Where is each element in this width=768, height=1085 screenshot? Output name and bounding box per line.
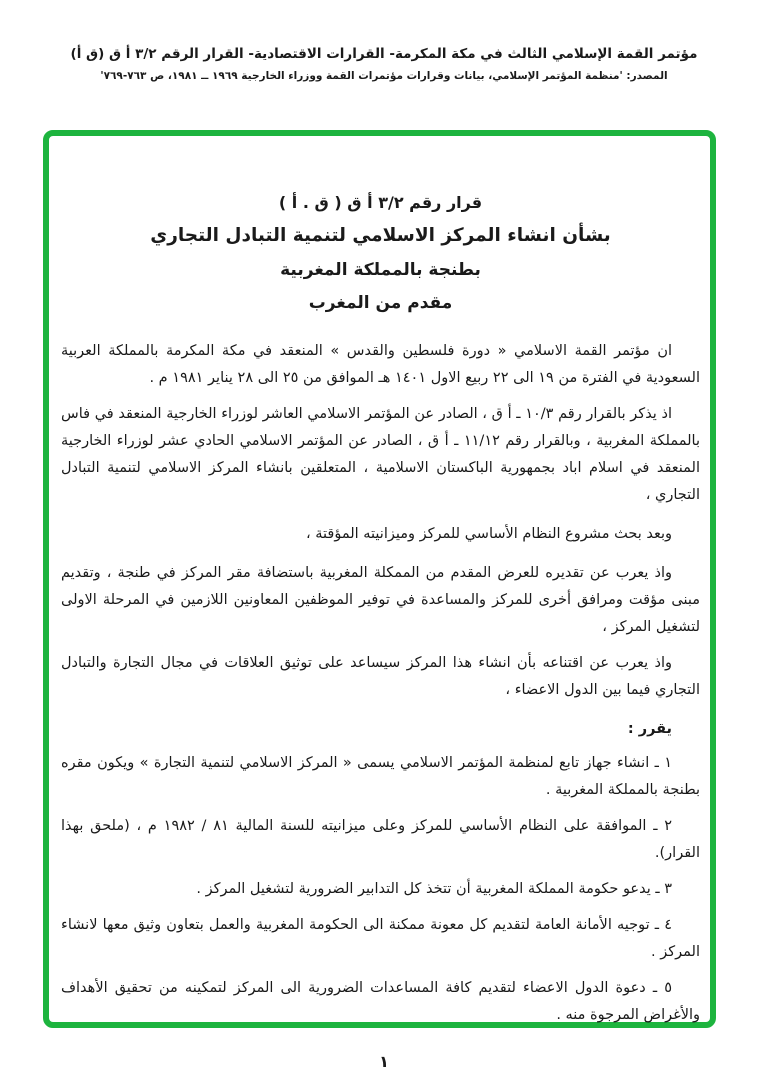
resolution-location-line: بطنجة بالمملكة المغربية	[280, 260, 481, 280]
document-body	[61, 136, 700, 1038]
decree-item-1: ١ ـ انشاء جهاز تابع لمنظمة المؤتمر الاسلامي يسمى « المركز الاسلامي لتنمية التجارة » ويكون مقره بطنجة بالمملكة المغربية .	[61, 755, 700, 798]
decree-item-2: ٢ ـ الموافقة على النظام الأساسي للمركز وعلى ميزانيته للسنة المالية ٨١ / ١٩٨٢ م ، (ملحق بهذا القرار).	[61, 818, 700, 861]
appreciation-paragraph: واذ يعرب عن تقديره للعرض المقدم من الممكلة المغربية باستضافة مقر المركز في طنجة ، وتقديم مبنى مؤقت ومرافق أخرى للمركز والمساعدة في توفير الموظفين المعاونين اللازمين في المرحلة الاولى لتشغيل المركز ،	[61, 565, 700, 635]
header-title: مؤتمر القمة الإسلامي الثالث في مكة المكرمة- القرارات الاقتصادية- القرار الرقم ٣/٢ أ ق (ق أ)	[70, 46, 698, 62]
conviction-paragraph: واذ يعرب عن اقتناعه بأن انشاء هذا المركز سيساعد على توثيق العلاقات في مجال التجارة والتبادل التجاري فيما بين الدول الاعضاء ،	[61, 655, 700, 698]
decree-item-3: ٣ ـ يدعو حكومة المملكة المغربية أن تتخذ كل التدابير الضرورية لتشغيل المركز .	[196, 881, 672, 897]
page-number: ١	[379, 1052, 389, 1071]
decree-item-5: ٥ ـ دعوة الدول الاعضاء لتقديم كافة المساعدات الضرورية الى المركز لتمكينه من تحقيق الأهداف والأغراض المرجوة منه .	[61, 980, 700, 1023]
resolution-title-block	[61, 188, 700, 320]
decree-item-4: ٤ ـ توجيه الأمانة العامة لتقديم كل معونة ممكنة الى الحكومة المغربية والعمل بتعاون وثيق معها لانشاء المركز .	[61, 917, 700, 960]
decree-label: يقرر :	[627, 721, 672, 737]
green-border-frame	[43, 130, 716, 1028]
recalling-paragraph: اذ يذكر بالقرار رقم ١٠/٣ ـ أ ق ، الصادر عن المؤتمر الاسلامي العاشر لوزراء الخارجية المنعقد في فاس بالمملكة المغربية ، وبالقرار رقم ١١/١٢ ـ أ ق ، الصادر عن المؤتمر الاسلامي الحادي عشر لوزراء الخارجية المنعقد في اسلام اباد بجمهورية الباكستان الاسلامية ، المتعلقين بانشاء المركز الاسلامي لتنمية التبادل التجاري ،	[61, 406, 700, 503]
resolution-text	[61, 338, 700, 1029]
resolution-subject-line: بشأن انشاء المركز الاسلامي لتنمية التبادل التجاري	[150, 225, 611, 246]
resolution-submitter-line: مقدم من المغرب	[308, 293, 453, 313]
preamble-paragraph: ان مؤتمر القمة الاسلامي « دورة فلسطين والقدس » المنعقد في مكة المكرمة بالمملكة العربية السعودية في الفترة من ١٩ الى ٢٢ ربيع الاول ١٤٠١ هـ الموافق من ٢٥ الى ٢٨ يناير ١٩٨١ م .	[61, 343, 700, 386]
having-examined-paragraph: وبعد بحث مشروع النظام الأساسي للمركز وميزانيته المؤقتة ،	[305, 526, 672, 542]
document-header	[46, 44, 722, 83]
resolution-number-line: قرار رقم ٣/٢ أ ق ( ق . أ )	[278, 193, 483, 212]
header-source-citation: المصدر: 'منظمة المؤتمر الإسلامي، بيانات وقرارات مؤتمرات القمة ووزراء الخارجية ١٩٦٩ ــ ١٩٨١، ص ٧٦٣-٧٦٩'	[100, 70, 668, 82]
